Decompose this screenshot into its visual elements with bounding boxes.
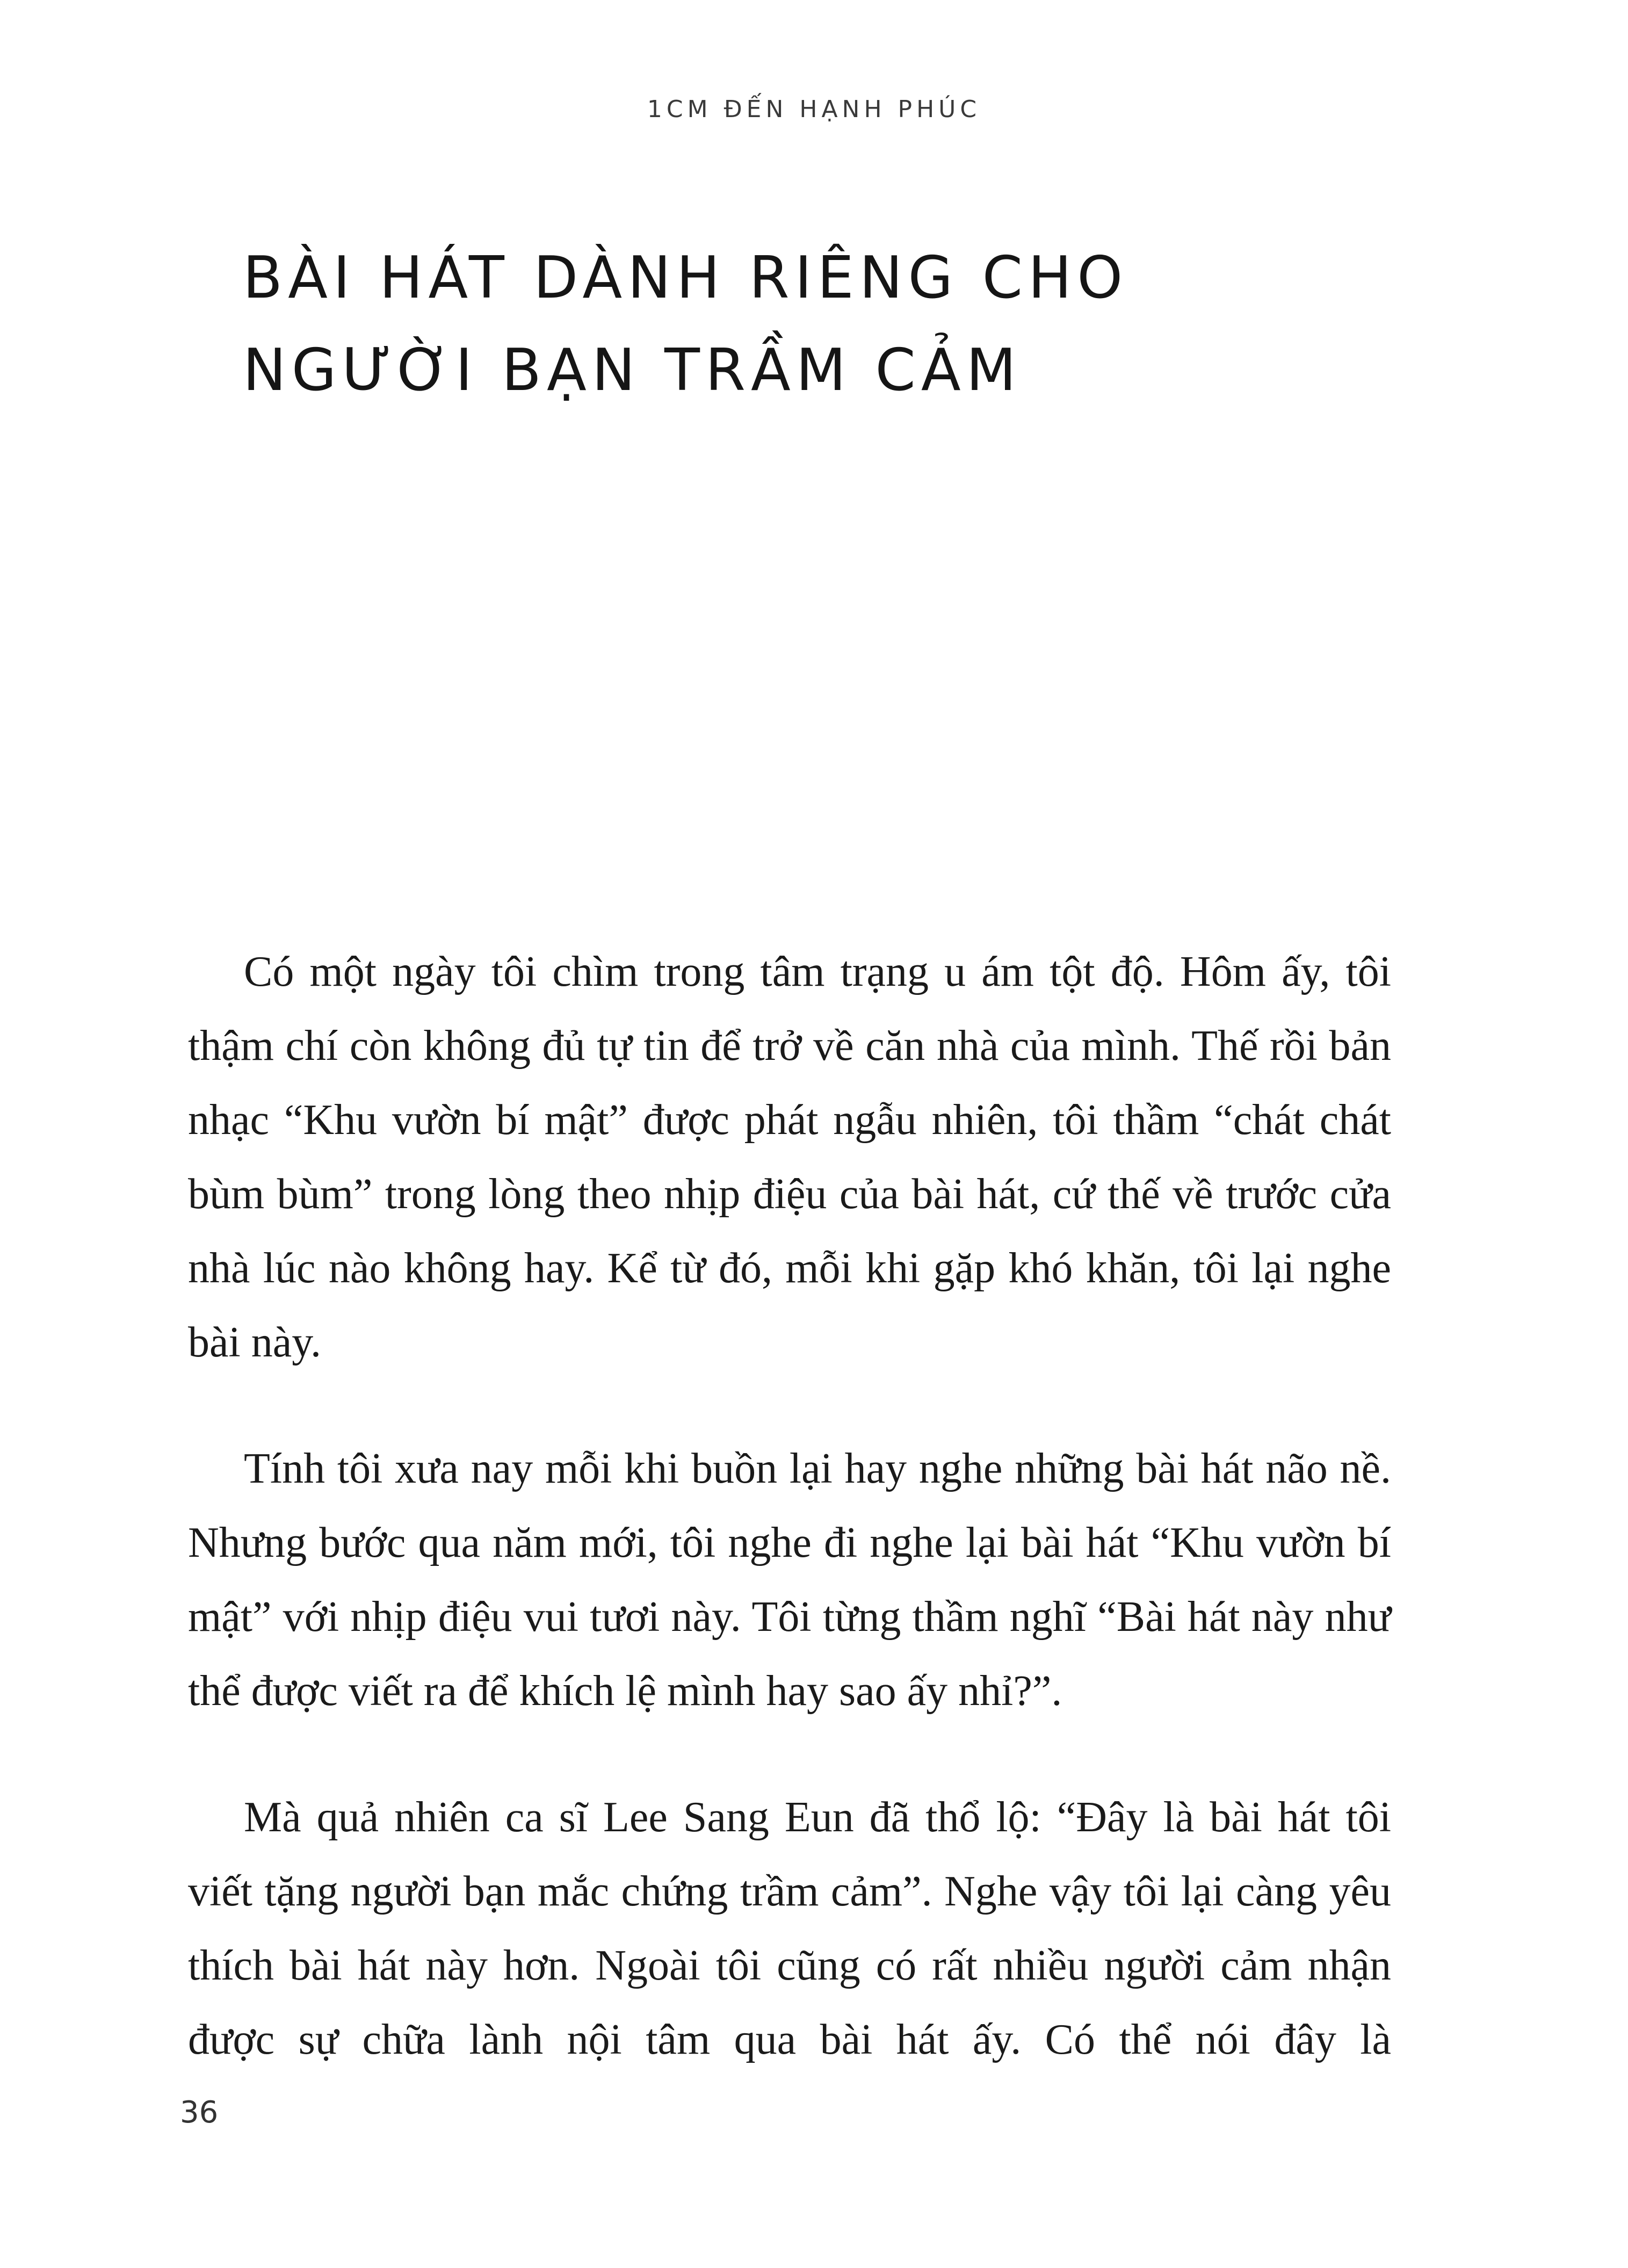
paragraph-2: Tính tôi xưa nay mỗi khi buồn lại hay nghe những bài hát não nề. Nhưng bước qua năm mới, tôi nghe đi nghe lại bài hát “Khu vườn bí mật” với nhịp điệu vui tươi này. Tôi từng thầm nghĩ “Bài hát này như thể được viết ra để khích lệ mình hay sao ấy nhỉ?”. <box>188 1445 1391 1715</box>
chapter-title <box>243 232 1424 417</box>
body-text <box>188 935 1391 2129</box>
chapter-title-line-1: BÀI HÁT DÀNH RIÊNG CHO <box>243 244 1128 312</box>
paragraph-3: Mà quả nhiên ca sĩ Lee Sang Eun đã thổ lộ: “Đây là bài hát tôi viết tặng người bạn mắc chứng trầm cảm”. Nghe vậy tôi lại càng yêu thích bài hát này hơn. Ngoài tôi cũng có rất nhiều người cảm nhận được sự chữa lành nội tâm qua bài hát ấy. Có thể nói đây là <box>188 1794 1391 2063</box>
chapter-title-line-2: NGƯỜI BẠN TRẦM CẢM <box>243 337 1022 404</box>
page-number: 36 <box>180 2095 219 2130</box>
paragraph-1: Có một ngày tôi chìm trong tâm trạng u ám tột độ. Hôm ấy, tôi thậm chí còn không đủ tự tin để trở về căn nhà của mình. Thế rồi bản nhạc “Khu vườn bí mật” được phát ngẫu nhiên, tôi thầm “chát chát bùm bùm” trong lòng theo nhịp điệu của bài hát, cứ thế về trước cửa nhà lúc nào không hay. Kể từ đó, mỗi khi gặp khó khăn, tôi lại nghe bài này. <box>188 948 1391 1366</box>
running-header: 1CM ĐẾN HẠNH PHÚC <box>647 96 981 123</box>
